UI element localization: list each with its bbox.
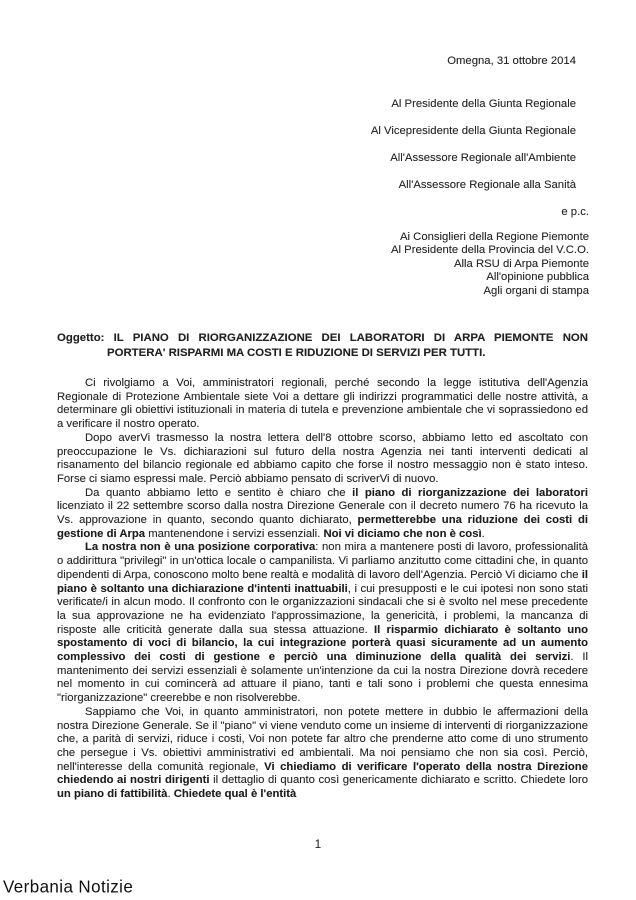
recipient-line: Agli organi di stampa (483, 284, 589, 297)
text-run: licenziato il 22 settembre scorso dalla nostra Direzione Generale con il decreto numero 76 ha ricevuto la Vs. approvazione in quanto, secondo quanto dichiarato, (57, 500, 588, 527)
text-run: il dettaglio di quanto così genericamente dichiarato e scritto. Chiedete loro (209, 774, 588, 787)
bold-text-run: La nostra non è una posizione corporativa (85, 541, 316, 554)
text-run: Ci rivolgiamo a Voi, amministratori regionali, perché secondo la legge istitutiva dell'Agenzia Regionale di Protezione Ambientale siete Voi a dettare gli indirizzi programmatici delle nostre attività, a determinare gli obiettivi istituzionali in materia di tutela e prevenzione ambientale che vi soprassiedono ed a verificare il nostro operato. (57, 377, 588, 431)
bold-text-run: permetterebbe una riduzione dei costi di gestione di Arpa (57, 514, 588, 540)
letter-date: Omegna, 31 ottobre 2014 (447, 55, 576, 67)
text-run: mantenendone i servizi essenziali. (145, 527, 324, 540)
recipient-line: Al Presidente della Giunta Regionale (391, 98, 576, 110)
letter-paragraph (57, 541, 588, 705)
letter-paragraph (57, 487, 588, 542)
letter-paragraph (57, 377, 588, 432)
recipient-line: Alla RSU di Arpa Piemonte (454, 257, 589, 270)
subject-text: IL PIANO DI RIORGANIZZAZIONE DEI LABORATORI DI ARPA PIEMONTE NON PORTERA' RISPARMI MA COSTI E RIDUZIONE DI SERVIZI PER TUTTI. (107, 332, 589, 359)
recipient-line: All'Assessore Regionale all'Ambiente (390, 152, 576, 164)
bold-text-run: il piano è soltanto una dichiarazione d'intenti inattuabili (57, 568, 588, 595)
recipient-line: Ai Consiglieri della Regione Piemonte (399, 231, 589, 243)
text-run: Dopo averVi trasmesso la nostra lettera dell'8 ottobre scorso, abbiamo letto ed ascoltato con preoccupazione le Vs. dichiarazioni sul futuro della nostra Agenzia nei tanti interventi dedicati al risanamento del bilancio regionale ed abbiamo capito che forse il nostro messaggio non è stato inteso. Forse ci siamo espressi male. Perciò abbiamo pensato di scriverVi di nuovo. (57, 431, 588, 485)
recipient-line: All'opinione pubblica (486, 271, 589, 284)
subject-label: Oggetto: (57, 332, 105, 344)
letter-paragraph (57, 432, 588, 487)
bold-text-run: il piano di riorganizzazione dei laboratori (352, 486, 589, 499)
page-number: 1 (314, 839, 322, 851)
letter-body (57, 377, 588, 802)
recipient-line: Al Vicepresidente della Giunta Regionale (370, 125, 576, 137)
bold-text-run: Vi chiediamo di verificare l'operato della nostra Direzione chiedendo ai nostri dirigenti (57, 760, 588, 787)
text-run: . (167, 788, 174, 801)
text-run: . (481, 527, 485, 540)
recipient-line: All'Assessore Regionale alla Sanità (398, 179, 576, 191)
subject-line (57, 331, 588, 361)
bold-text-run: un piano di fattibilità (57, 788, 168, 801)
text-run: , i cui presupposti e le cui ipotesi non sono stati verificate/i in alcun modo. Il confronto con le organizzazioni sindacali che si è svolto nel mese precedente la sua approvazione ne ha evidenziato l'approssimazione, la genericità, i problemi, la mancanza di risposte alle criticità generate dalla sua stessa attuazione. (57, 582, 588, 636)
recipient-line: Al Presidente della Provincia del V.C.O. (390, 244, 589, 257)
carbon-copy-label: e p.c. (561, 206, 589, 218)
text-run: Da quanto abbiamo letto e sentito è chiaro che (85, 486, 353, 499)
watermark-verbania-notizie: Verbania Notizie (3, 877, 134, 897)
letter-paragraph (57, 706, 588, 802)
text-run: : non mira a mantenere posti di lavoro, professionalità o addirittura "privilegi" in un'ottica locale o campanilista. Vi parliamo anzitutto come cittadini che, in quanto dipendenti di Arpa, conoscono molto bene realtà e modalità di lavoro dell'Agenzia. Perciò Vi diciamo che (57, 541, 588, 581)
recipients-primary (371, 98, 576, 206)
bold-text-run: Chiedete qual è l'entità (173, 788, 297, 801)
bold-text-run: Noi vi diciamo che non è così (323, 527, 482, 540)
text-run: . Il mantenimento dei servizi essenziali è solamente un'intenzione da cui la nostra Direzione dovrà recedere nel momento in cui comincerà ad attuare il piano, tanti e tali sono i problemi che questa ennesima "riorganizzazione" creerebbe e non risolverebbe. (57, 651, 588, 705)
recipients-cc (391, 231, 589, 298)
text-run: Sappiamo che Voi, in quanto amministratori, non potete mettere in dubbio le affermazioni della nostra Direzione Generale. Se il "piano" vi viene venduto come un insieme di interventi di riorganizzazione che, a parità di servizi, riduce i costi, Voi non potete far altro che prenderne atto come di uno strumento che persegue i Vs. obiettivi amministrativi ed ambientali. Ma noi pensiamo che non sia così. Perciò, nell'interesse della comunità regionale, (57, 705, 588, 773)
bold-text-run: Il risparmio dichiarato è soltanto uno spostamento di voci di bilancio, la cui integrazione porterà quasi sicuramente ad un aumento complessivo dei costi di gestione e perciò una diminuzione della qualità dei servizi (57, 623, 588, 664)
